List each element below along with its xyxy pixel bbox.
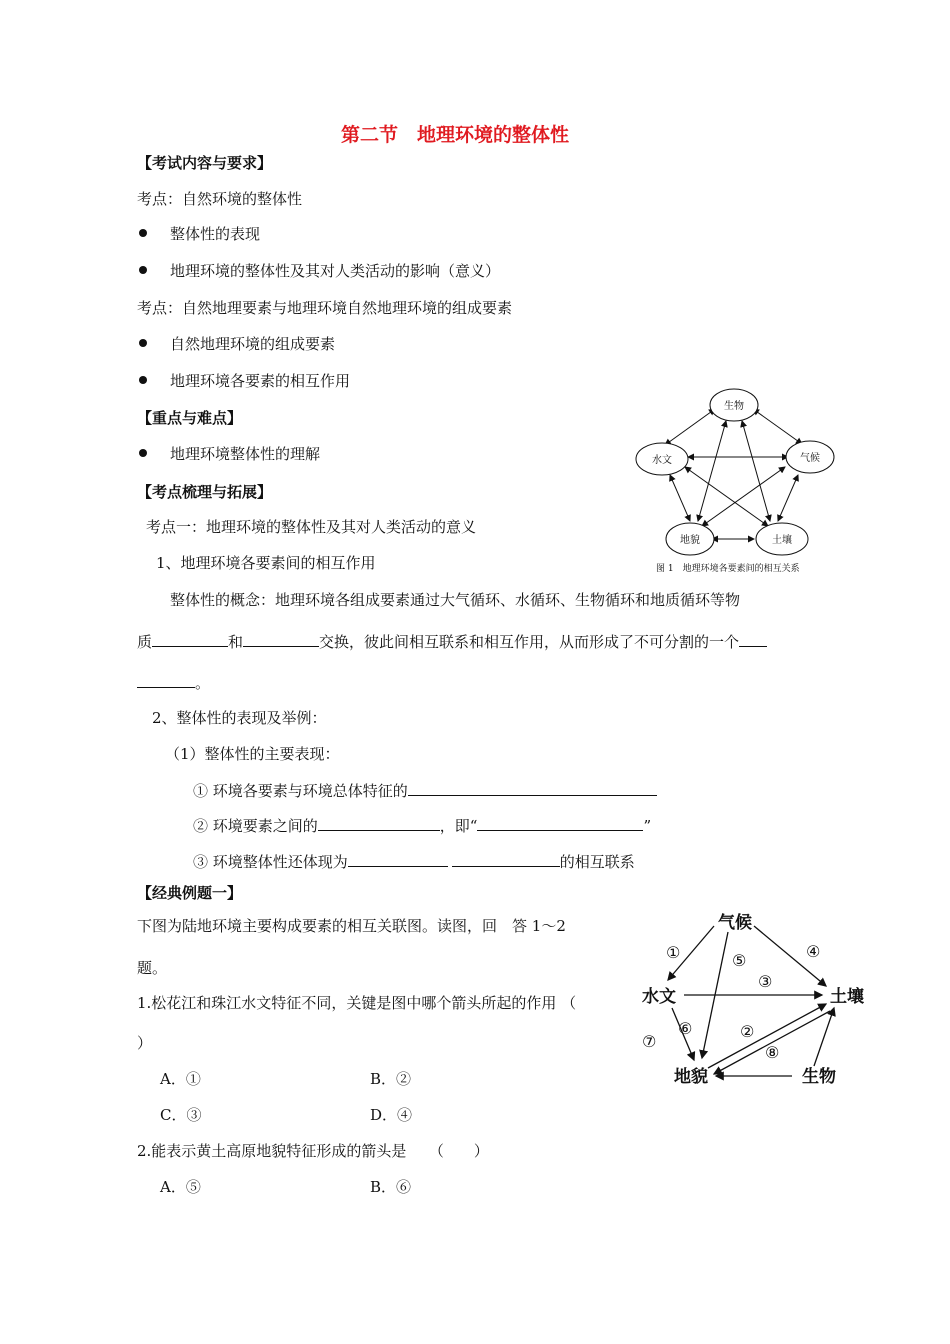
item-2: 2、整体性的表现及举例： bbox=[152, 709, 327, 727]
bullet bbox=[139, 229, 147, 237]
question-1: 1.松花江和珠江水文特征不同，关键是图中哪个箭头所起的作用 （ bbox=[137, 994, 577, 1012]
bullet-text-2: 地理环境的整体性及其对人类活动的影响（意义） bbox=[170, 262, 501, 280]
option-q1-c[interactable]: C．③ bbox=[160, 1106, 202, 1124]
concept-text: 。 bbox=[195, 674, 211, 692]
section-review-heading: 【考点梳理与拓展】 bbox=[137, 483, 273, 501]
question-2: 2.能表示黄土高原地貌特征形成的箭头是 （ ） bbox=[137, 1142, 489, 1160]
arrow-label: ① bbox=[666, 943, 681, 962]
concept-line-3 bbox=[137, 672, 210, 693]
node-label: 生物 bbox=[724, 401, 744, 412]
bullet bbox=[139, 266, 147, 274]
question-1-close: ） bbox=[137, 1034, 153, 1052]
bullet bbox=[139, 449, 147, 457]
circle-item-text: ② 环境要素之间的 bbox=[193, 817, 318, 835]
arrow-label: ② bbox=[740, 1022, 755, 1041]
node-label: 地貌 bbox=[680, 535, 700, 546]
node-label: 水文 bbox=[642, 987, 676, 1007]
arrow-label: ⑥ bbox=[678, 1019, 693, 1038]
concept-line-1: 整体性的概念：地理环境各组成要素通过大气循环、水循环、生物循环和地质循环等物 bbox=[170, 591, 741, 609]
node-label: 气候 bbox=[800, 453, 820, 464]
circle-item-text: 的相互联系 bbox=[559, 853, 635, 871]
kaodian-2: 考点：自然地理要素与地理环境自然地理环境的组成要素 bbox=[137, 299, 513, 317]
concept-line-2 bbox=[137, 631, 767, 652]
answer-blank[interactable] bbox=[137, 672, 195, 688]
kaodian-one: 考点一：地理环境的整体性及其对人类活动的意义 bbox=[146, 518, 477, 536]
answer-blank[interactable] bbox=[477, 815, 643, 831]
item-1: 1、地理环境各要素间的相互作用 bbox=[156, 554, 376, 572]
arrow-label: ⑤ bbox=[732, 951, 747, 970]
answer-blank[interactable] bbox=[739, 631, 767, 647]
circle-item-text: ，即“ bbox=[439, 817, 478, 835]
option-q1-b[interactable]: B．② bbox=[370, 1070, 412, 1088]
bullet bbox=[139, 339, 147, 347]
answer-blank[interactable] bbox=[243, 631, 319, 647]
option-q1-a[interactable]: A．① bbox=[160, 1070, 201, 1088]
section-key-heading: 【重点与难点】 bbox=[137, 409, 243, 427]
example-heading: 【经典例题一】 bbox=[137, 884, 243, 902]
answer-blank[interactable] bbox=[408, 780, 657, 796]
bullet-text-5: 地理环境整体性的理解 bbox=[170, 445, 321, 463]
kaodian-1: 考点：自然环境的整体性 bbox=[137, 190, 303, 208]
concept-text: 和 bbox=[228, 633, 244, 651]
example-intro: 下图为陆地环境主要构成要素的相互关联图。读图，回 答 1～2 bbox=[137, 917, 566, 935]
section-exam-heading: 【考试内容与要求】 bbox=[137, 154, 273, 172]
figure-1-diagram bbox=[630, 385, 830, 575]
arrow-label: ③ bbox=[758, 972, 773, 991]
answer-blank[interactable] bbox=[318, 815, 440, 831]
page-title: 第二节 地理环境的整体性 bbox=[341, 124, 570, 146]
example-intro-cont: 题。 bbox=[137, 959, 168, 977]
bullet bbox=[139, 376, 147, 384]
bullet-text-1: 整体性的表现 bbox=[170, 225, 261, 243]
option-q1-d[interactable]: D．④ bbox=[370, 1106, 413, 1124]
arrow-label: ⑦ bbox=[642, 1032, 657, 1051]
concept-text: 质 bbox=[137, 633, 153, 651]
node-label: 水文 bbox=[652, 455, 672, 466]
node-label: 气候 bbox=[718, 913, 752, 933]
circle-item-3 bbox=[193, 851, 635, 872]
node-label: 地貌 bbox=[674, 1067, 708, 1087]
answer-blank[interactable] bbox=[348, 851, 448, 867]
figure-1-caption: 图 1 地理环境各要素间的相互关系 bbox=[656, 564, 800, 574]
node-label: 生物 bbox=[802, 1067, 836, 1087]
circle-item-1 bbox=[193, 780, 657, 801]
node-label: 土壤 bbox=[772, 535, 792, 546]
circle-item-text: ” bbox=[643, 817, 652, 835]
option-q2-a[interactable]: A．⑤ bbox=[160, 1178, 201, 1196]
arrow-label: ④ bbox=[806, 942, 821, 961]
answer-blank[interactable] bbox=[152, 631, 228, 647]
bullet-text-4: 地理环境各要素的相互作用 bbox=[170, 372, 351, 390]
sub-item-1: （1）整体性的主要表现： bbox=[165, 745, 340, 763]
arrow-label: ⑧ bbox=[765, 1043, 780, 1062]
circle-item-2 bbox=[193, 815, 651, 836]
bullet-text-3: 自然地理环境的组成要素 bbox=[170, 335, 336, 353]
answer-blank[interactable] bbox=[452, 851, 560, 867]
node-label: 土壤 bbox=[830, 987, 864, 1007]
concept-text: 交换，彼此间相互联系和相互作用，从而形成了不可分割的一个 bbox=[319, 633, 740, 651]
circle-item-text: ③ 环境整体性还体现为 bbox=[193, 853, 348, 871]
figure-2-diagram bbox=[632, 908, 872, 1088]
circle-item-text: ① 环境各要素与环境总体特征的 bbox=[193, 782, 408, 800]
option-q2-b[interactable]: B．⑥ bbox=[370, 1178, 412, 1196]
